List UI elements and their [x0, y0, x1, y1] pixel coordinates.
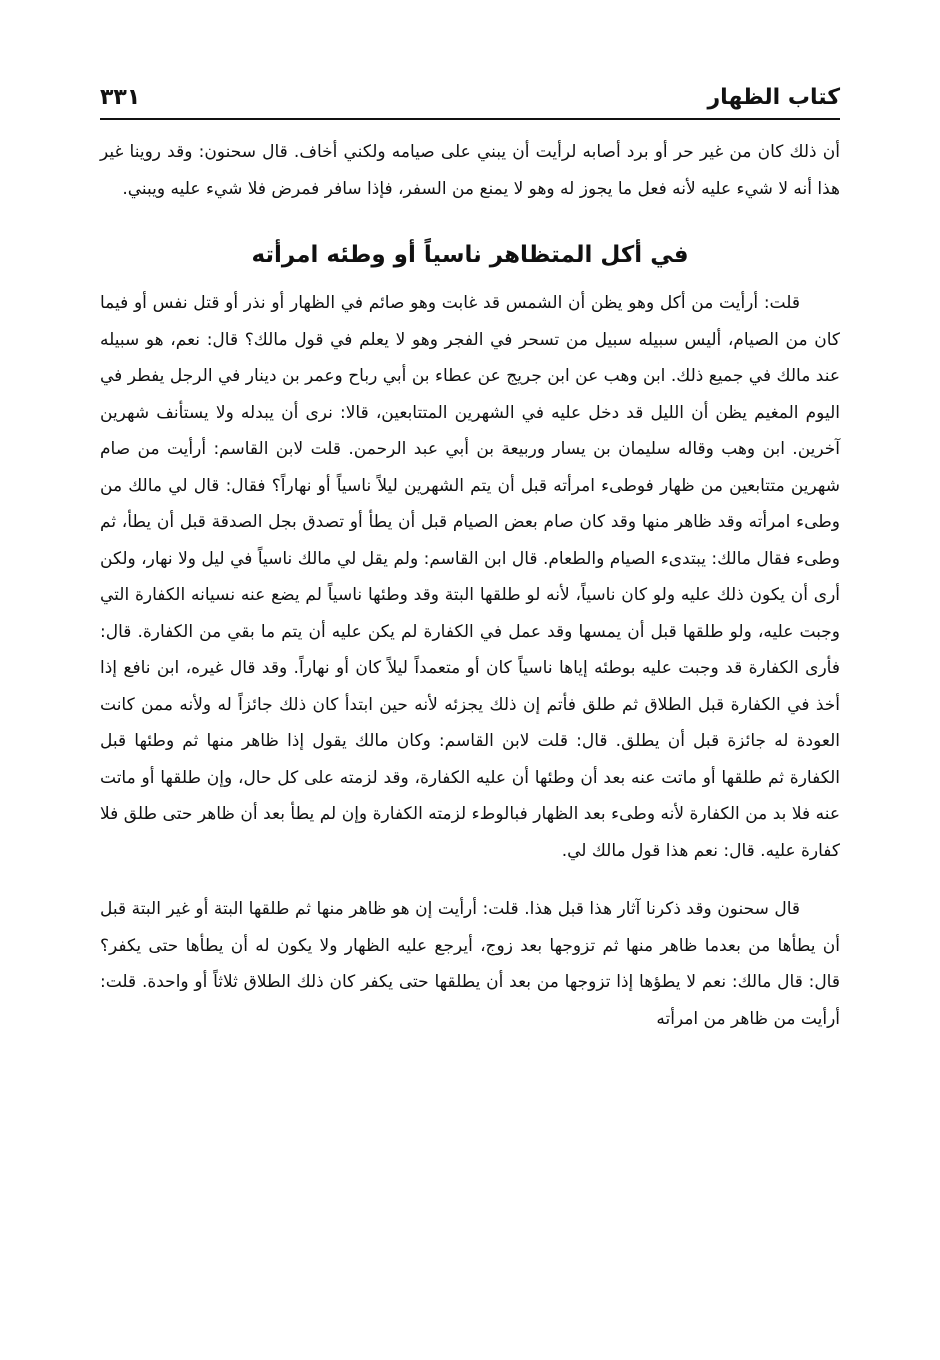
paragraph-main: قلت: أرأيت من أكل وهو يظن أن الشمس قد غابت وهو صائم في الظهار أو نذر أو قتل نفس أو فيما كان من الصيام، أليس سبيله سبيل من تسحر في الفجر وهو لا يعلم في قول مالك؟ قال: نعم، هو سبيله عند مالك في جميع ذلك. ابن وهب عن ابن جريج عن عطاء بن أبي رباح وعمر بن دينار في الرجل يفطر في اليوم المغيم يظن أن الليل قد دخل عليه في الشهرين المتتابعين، قالا: نرى أن يبدله ولا يستأنف شهرين آخرين. ابن وهب وقاله سليمان بن يسار وربيعة بن أبي عبد الرحمن. قلت لابن القاسم: أرأيت من صام شهرين متتابعين من ظهار فوطىء امرأته قبل أن يتم الشهرين ليلاً ناسياً أو نهاراً؟ فقال: قال لي مالك من وطىء امرأته وقد ظاهر منها وقد كان صام بعض الصيام قبل أن يطأ أو تصدق بجل الصدقة قبل أن يطأ، ثم وطىء فقال مالك: يبتدىء الصيام والطعام. قال ابن القاسم: ولم يقل لي مالك ناسياً في ليل ولا نهار، ولكن أرى أن يكون ذلك عليه ولو كان ناسياً، لأنه لو طلقها البتة وقد وطئها ناسياً لم يضع عنه نسيانه الكفارة التي وجبت عليه، ولو طلقها قبل أن يمسها وقد عمل في الكفارة لم يكن عليه أن يتم ما بقي من الكفارة. قال: فأرى الكفارة قد وجبت عليه بوطئه إياها ناسياً كان أو متعمداً ليلاً كان أو نهاراً. وقد قال غيره، ابن نافع إذا أخذ في الكفارة قبل الطلاق ثم طلق فأتم إن ذلك يجزئه لأنه حين ابتدأ كان ذلك جائزاً له ولأنه ممن كانت العودة له جائزة قبل أن يطلق. قال: قلت لابن القاسم: وكان مالك يقول إذا ظاهر منها ثم وطئها قبل الكفارة ثم طلقها أو ماتت عنه بعد أن وطئها أن عليه الكفارة، وقد لزمته على كل حال، وإن طلقها أو ماتت عنه فلا بد من الكفارة لأنه وطىء بعد الظهار فبالوطء لزمته الكفارة وإن لم يطأ بعد أن ظاهر حتى طلق فلا كفارة عليه. قال: نعم هذا قول مالك لي.: [100, 293, 840, 861]
header-divider: [100, 118, 840, 120]
page-header: [100, 78, 840, 118]
running-title: كتاب الظهار: [707, 85, 840, 110]
page-number: ٣٣١: [100, 85, 141, 110]
paragraph-spacer: [100, 869, 840, 891]
paragraph-final: قال سحنون وقد ذكرنا آثار هذا قبل هذا. قلت: أرأيت إن هو ظاهر منها ثم طلقها البتة أو غير البتة قبل أن يطأها من بعدما ظاهر منها ثم تزوجها بعد زوج، أيرجع عليه الظهار ولا يكون له أن يطأها حتى يكفر؟ قال: قال مالك: نعم لا يطؤها إذا تزوجها من بعد أن يطلقها حتى يكفر كان ذلك الطلاق ثلاثاً أو واحدة. قلت: أرأيت من ظاهر من امرأته: [100, 899, 840, 1029]
page-body: [100, 134, 840, 1037]
section-heading: في أكل المتظاهر ناسياً أو وطئه امرأته: [251, 242, 689, 268]
paragraph-continuation: أن ذلك كان من غير حر أو برد أصابه لرأيت أن يبني على صيامه ولكني أخاف. قال سحنون: وقد روينا غير هذا أنه لا شيء عليه لأنه فعل ما يجوز له وهو لا يمنع من السفر، فإذا سافر فمرض فلا شيء عليه ويبني.: [100, 142, 840, 199]
